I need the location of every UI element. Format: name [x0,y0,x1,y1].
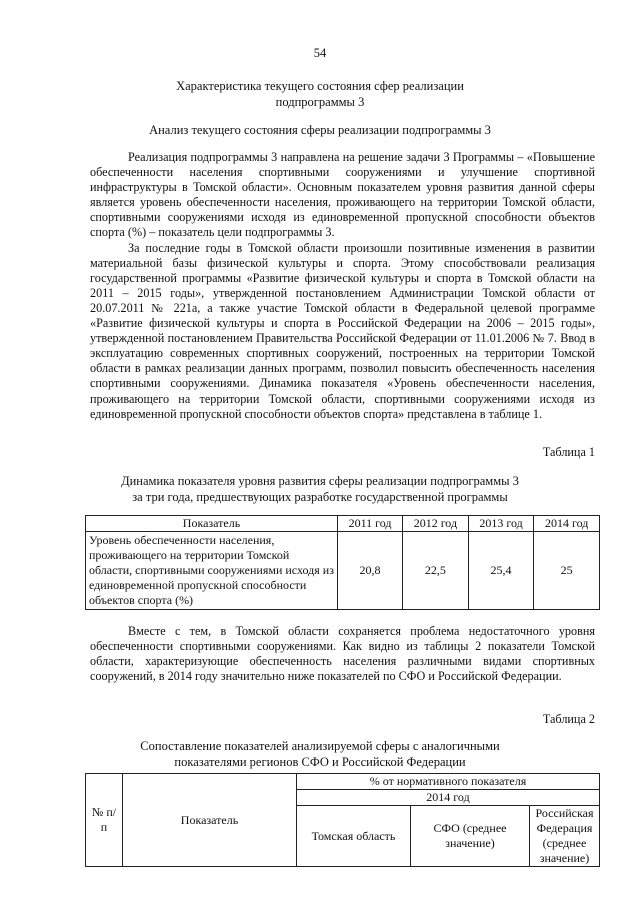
table1-label: Таблица 1 [542,445,595,459]
table2-header-number: № п/п [86,774,123,867]
paragraph-2: За последние годы в Томской области произошли позитивные изменения в развитии материальной базы физической культуры и спорта. Этому способствовали реализация государственной программы «Развитие физической культуры и спорта в Томской области на 2011 – 2015 годы», утвержденной постановлением Администрации Томской области от 20.07.2011 № 221а, а также участие Томской области в Федеральной целевой программе «Развитие физической культуры и спорта в Российской Федерации на 2006 – 2015 годы», утвержденной постановлением Правительства Российской Федерации от 11.01.2006 № 7. Ввод в эксплуатацию современных спортивных сооружений, построенных на территории Томской области в рамках реализации данных программ, позволил повысить обеспеченность населения спортивными сооружениями. Динамика показателя «Уровень обеспеченности населения, проживающего на территории Томской области, спортивными сооружениями исходя из единовременной пропускной способности объектов спорта» представлена в таблице 1. [90,240,595,421]
table2-header-year: 2014 год [297,790,600,806]
paragraph-1: Реализация подпрограммы 3 направлена на решение задачи 3 Программы – «Повышение обеспеченности населения спортивными сооружениями и улучшение спортивной инфраструктуры в Томской области». Основным показателем уровня развития данной сферы является уровень обеспеченности населения, проживающего на территории Томской области, спортивными сооружениями исходя из единовременной пропускной способности объектов спорта (%) – показатель цели подпрограммы 3. [90,150,595,240]
table2-header-row [86,774,600,790]
table1-header-year: 2011 год [338,516,403,532]
table2-title-line2: показателями регионов СФО и Российской Федерации [174,755,466,769]
table1-value: 25 [534,532,600,610]
table2-title-line1: Сопоставление показателей анализируемой сферы с аналогичными [140,739,500,753]
table1-row-label: Уровень обеспеченности населения, проживающего на территории Томской области, спортивными сооружениями исходя из единовременной пропускной способности объектов спорта (%) [86,532,338,610]
table1 [85,515,600,610]
section-heading-line1: Характеристика текущего состояния сфер реализации [176,79,464,93]
body-text-2 [90,624,595,684]
table1-value: 22,5 [403,532,469,610]
table1-title [0,473,640,505]
table1-value: 20,8 [338,532,403,610]
subheading: Анализ текущего состояния сферы реализации подпрограммы 3 [149,123,491,137]
table1-header-year: 2013 год [468,516,534,532]
table2-header-rf: Российская Федерация (среднее значение) [530,806,600,867]
section-heading [0,78,640,110]
body-text-1 [90,150,595,422]
table2-header-group: % от нормативного показателя [297,774,600,790]
table1-title-line1: Динамика показателя уровня развития сферы реализации подпрограммы 3 [121,474,519,488]
table1-header-year: 2012 год [403,516,469,532]
table1-header-row [86,516,600,532]
table2-header-tomsk: Томская область [297,806,411,867]
table2-header-indicator: Показатель [123,774,297,867]
table1-header-indicator: Показатель [86,516,338,532]
table2-header-sfo: СФО (среднее значение) [411,806,530,867]
table2-title [0,738,640,770]
paragraph-3: Вместе с тем, в Томской области сохраняется проблема недостаточного уровня обеспеченности спортивными сооружениями. Как видно из таблицы 2 показатели Томской области, характеризующие обеспеченность населения различными видами спортивных сооружений, в 2014 году значительно ниже показателей по СФО и Российской Федерации. [90,624,595,684]
page-number: 54 [313,46,327,60]
section-heading-line2: подпрограммы 3 [275,95,365,109]
table1-header-year: 2014 год [534,516,600,532]
table1-value: 25,4 [468,532,534,610]
table1-title-line2: за три года, предшествующих разработке государственной программы [132,490,508,504]
table2 [85,773,600,867]
table2-label: Таблица 2 [542,712,595,726]
table-row [86,532,600,610]
